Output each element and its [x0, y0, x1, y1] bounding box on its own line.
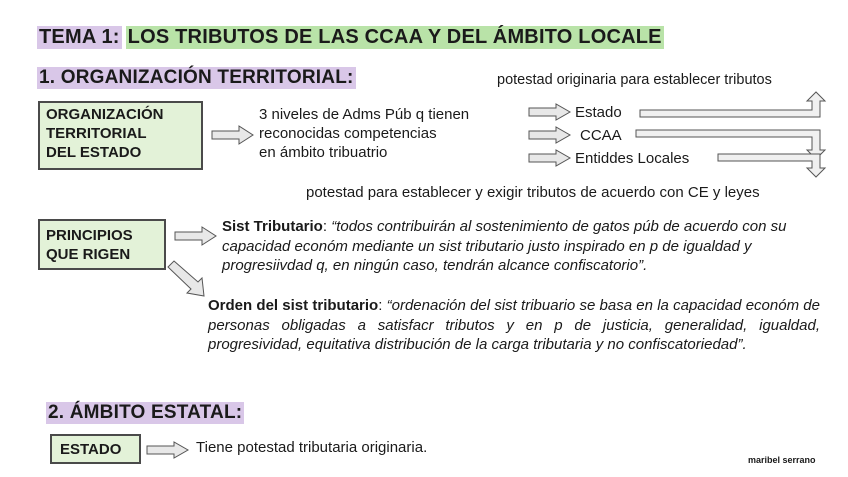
arrow-right-icon: [146, 441, 190, 459]
org-territorial-box: [38, 101, 203, 170]
orden-tributario-paragraph: Orden del sist tributario: “ordenación del sist tribuario se basa en la capacidad económ de personas obligadas a satisfacr tributos y en p de justicia, generalidad, igualdad, progresividad, equitativa distribución de la carga tributaria y no confiscatoriedad”.: [208, 297, 820, 353]
estado-box: ESTADO: [50, 434, 141, 464]
sist-tributario-label: Sist Tributario: [222, 218, 323, 235]
bent-arrow-down-icon: [718, 152, 838, 182]
levels-desc-line-3: en ámbito tribuatrio: [259, 144, 388, 161]
arrow-right-icon: [174, 226, 218, 246]
levels-description: [259, 105, 469, 162]
note-originaria: potestad originaria para establecer tributos: [497, 72, 772, 88]
note-establecer-exigir: potestad para establecer y exigir tributos de acuerdo con CE y leyes: [306, 184, 760, 201]
level-ccaa: CCAA: [580, 127, 622, 144]
title-topic-number: TEMA 1:: [39, 25, 120, 48]
org-box-line-2: TERRITORIAL: [46, 125, 147, 142]
arrow-right-icon: [528, 126, 572, 144]
sist-tributario-paragraph: Sist Tributario: “todos contribuirán al sostenimiento de gatos púb de acuerdo con su capacidad económ mediante un sist tributario justo inspirado en p de igualdad y progresiivdad q, en ningún caso, tendrán alcance confiscatorio”.: [222, 218, 787, 274]
author-signature: maribel serrano: [748, 455, 816, 465]
org-box-line-1: ORGANIZACIÓN: [46, 106, 164, 123]
orden-tributario-label: Orden del sist tributario: [208, 297, 379, 314]
arrow-right-icon: [211, 125, 255, 145]
level-estado: Estado: [575, 104, 622, 121]
title-topic-name: LOS TRIBUTOS DE LAS CCAA Y DEL ÁMBITO LOCALE: [127, 25, 662, 48]
bent-arrow-up-icon: [640, 92, 835, 122]
section2-heading: 2. ÁMBITO ESTATAL:: [48, 402, 243, 423]
principios-line-1: PRINCIPIOS: [46, 227, 133, 244]
sist-tributario-text: “todos contribuirán al sostenimiento de gatos púb de acuerdo con su capacidad económ mediante un sist tributario justo inspirado en p de igualdad y progresiivdad q, en ningún caso, tendrán alcance confiscatorio”.: [222, 218, 787, 274]
arrow-right-icon: [528, 149, 572, 167]
principios-line-2: QUE RIGEN: [46, 246, 131, 263]
orden-tributario-text: “ordenación del sist tribuario se basa en la capacidad económ de personas obligadas a satisfacr tributos y en p de justicia, generalidad, igualdad, progresividad, equitativa distribución de la carga tributaria y no confiscatoriedad”.: [208, 297, 820, 353]
org-box-line-3: DEL ESTADO: [46, 144, 142, 161]
estado-description: Tiene potestad tributaria originaria.: [196, 439, 428, 456]
page-title: [37, 24, 664, 50]
levels-desc-line-2: reconocidas competencias: [259, 125, 437, 142]
section1-heading: 1. ORGANIZACIÓN TERRITORIAL:: [39, 67, 354, 88]
principios-box: [38, 219, 166, 270]
levels-desc-line-1: 3 niveles de Adms Púb q tienen: [259, 106, 470, 123]
arrow-diagonal-down-icon: [168, 260, 218, 300]
arrow-right-icon: [528, 103, 572, 121]
level-entidades-locales: Entiddes Locales: [575, 150, 690, 167]
